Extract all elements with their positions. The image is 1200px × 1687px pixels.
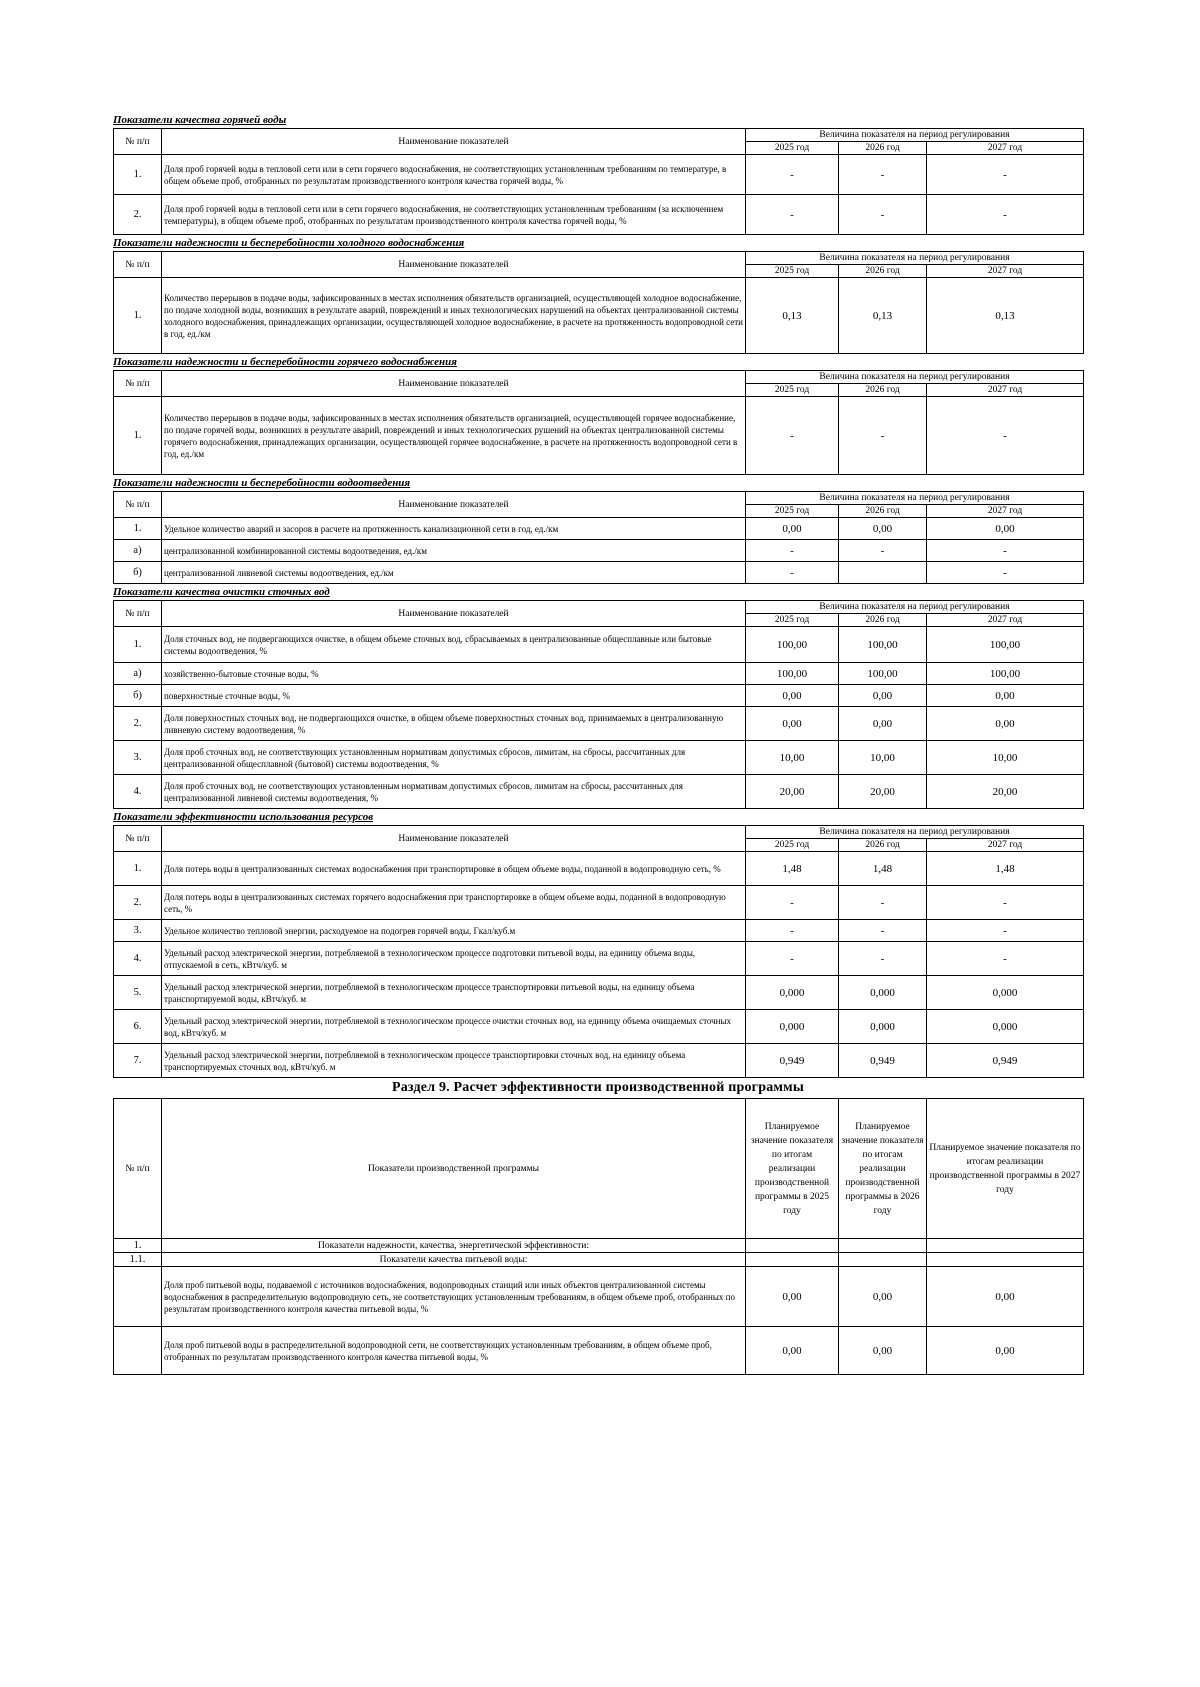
empty-cell (839, 1239, 927, 1253)
value-2025: 100,00 (746, 663, 839, 685)
value-2025: - (746, 540, 839, 562)
value-2026 (839, 562, 927, 584)
value-2026: 0,949 (839, 1044, 927, 1078)
value-2027: 0,000 (927, 976, 1084, 1010)
value-2025: 0,00 (746, 707, 839, 741)
value-2025: 0,000 (746, 976, 839, 1010)
num-header: № п/п (114, 252, 162, 278)
value-2026: - (839, 397, 927, 475)
name-header: Наименование показателей (162, 492, 746, 518)
year-header: 2027 год (927, 614, 1084, 627)
indicator-name: Удельный расход электрической энергии, потребляемой в технологическом процессе подготовки питьевой воды, на единицу объема воды, отпускаемой в сеть, кВтч/куб. м (162, 942, 746, 976)
value-2025: 0,00 (746, 1327, 839, 1375)
indicator-name: Доля потерь воды в централизованных системах горячего водоснабжения при транспортировке в общем объеме воды, поданной в водопроводную сеть, % (162, 886, 746, 920)
value-2027: 0,00 (927, 685, 1084, 707)
value-2026: 0,13 (839, 278, 927, 354)
indicator-name: Доля проб горячей воды в тепловой сети или в сети горячего водоснабжения, не соответствующих установленным требованиям по температуре, в общем объеме проб, отобранных по результатам производственного контроля качества горячей воды, % (162, 155, 746, 195)
value-2027: 0,00 (927, 518, 1084, 540)
year-header: 2026 год (839, 839, 927, 852)
empty-cell (927, 1239, 1084, 1253)
value-2026: - (839, 155, 927, 195)
value-2027: 100,00 (927, 663, 1084, 685)
year-header: 2025 год (746, 839, 839, 852)
value-2027: 1,48 (927, 852, 1084, 886)
value-2025: - (746, 155, 839, 195)
indicator-name: Доля проб сточных вод, не соответствующих установленным нормативам допустимых сбросов, лимитам, на сбросы, рассчитанных для централизованной общесплавной (бытовой) системы водоотведения, % (162, 741, 746, 775)
value-2026: 0,00 (839, 518, 927, 540)
indicator-name: Доля проб сточных вод, не соответствующих установленным нормативам допустимых сбросов, лимитам на сбросы, рассчитанных для централизованной ливневой системы водоотведения, % (162, 775, 746, 809)
value-2026: 0,00 (839, 1267, 927, 1327)
name-header: Наименование показателей (162, 826, 746, 852)
value-2026: 100,00 (839, 627, 927, 663)
year-header: 2027 год (927, 142, 1084, 155)
num-header: № п/п (114, 1099, 162, 1239)
indicator-name: Количество перерывов в подаче воды, зафиксированных в местах исполнения обязательств организацией, осуществляющей холодное водоснабжение, по подаче холодной воды, возникших в результате аварий, повреждений и иных технологических нарушений на объектах централизованной системы холодного водоснабжения, принадлежащих организации, осуществляющей холодное водоснабжение, в расчете на протяженность водопроводной сети в год, ед./км (162, 278, 746, 354)
value-2026: - (839, 886, 927, 920)
value-2025: - (746, 920, 839, 942)
num-header: № п/п (114, 371, 162, 397)
row-number: 1.1. (114, 1253, 162, 1267)
year-header: 2026 год (839, 265, 927, 278)
year-header: 2026 год (839, 614, 927, 627)
value-2026: 0,000 (839, 1010, 927, 1044)
value-2027: - (927, 562, 1084, 584)
indicator-name: централизованной ливневой системы водоотведения, ед./км (162, 562, 746, 584)
year-header: 2025 год (746, 265, 839, 278)
value-2027: - (927, 886, 1084, 920)
row-number: 1. (114, 627, 162, 663)
indicator-name: Удельное количество аварий и засоров в расчете на протяженность канализационной сети в год, ед./км (162, 518, 746, 540)
section-9-title: Раздел 9. Расчет эффективности производственной программы (391, 1080, 805, 1095)
indicator-name: Удельный расход электрической энергии, потребляемой в технологическом процессе транспортировки питьевой воды, на единицу объема транспортируемой воды, кВтч/куб. м (162, 976, 746, 1010)
num-header: № п/п (114, 601, 162, 627)
value-2027: 0,00 (927, 707, 1084, 741)
value-2027: 100,00 (927, 627, 1084, 663)
row-number: 1. (114, 155, 162, 195)
value-2026: - (839, 942, 927, 976)
indicator-name: Доля проб питьевой воды, подаваемой с источников водоснабжения, водопроводных станций или иных объектов централизованной системы водоснабжения в распределительную водопроводную сеть, не соответствующих установленным требованиям, в общем объеме проб, отобранных по результатам производственного контроля качества питьевой воды, % (162, 1267, 746, 1327)
value-2026: 0,00 (839, 1327, 927, 1375)
value-2025: - (746, 886, 839, 920)
group-heading: Показатели надежности, качества, энергетической эффективности: (162, 1239, 746, 1253)
value-2025: 0,949 (746, 1044, 839, 1078)
row-number: 7. (114, 1044, 162, 1078)
row-number: 1. (114, 1239, 162, 1253)
empty-cell (746, 1239, 839, 1253)
table-section-9 (113, 1098, 1084, 1375)
value-2027: 20,00 (927, 775, 1084, 809)
value-2026: 0,00 (839, 685, 927, 707)
table-resource-efficiency (113, 825, 1084, 1078)
value-header: Величина показателя на период регулирования (746, 129, 1084, 142)
row-number: 1. (114, 397, 162, 475)
row-number: 3. (114, 920, 162, 942)
value-2026: - (839, 540, 927, 562)
value-2027: - (927, 942, 1084, 976)
year-header: 2026 год (839, 142, 927, 155)
value-2025: - (746, 397, 839, 475)
value-header: Величина показателя на период регулирования (746, 252, 1084, 265)
indicator-name: Доля проб горячей воды в тепловой сети или в сети горячего водоснабжения, не соответствующих установленным требованиям (за исключением температуры), в общем объеме проб, отобранных по результатам производственного контроля качества горячей воды, % (162, 195, 746, 235)
indicator-name: Доля поверхностных сточных вод, не подвергающихся очистке, в общем объеме поверхностных сточных вод, принимаемых в централизованную ливневую систему водоотведения, % (162, 707, 746, 741)
year-header: 2025 год (746, 614, 839, 627)
value-2027: 0,00 (927, 1267, 1084, 1327)
name-header: Наименование показателей (162, 601, 746, 627)
value-2026: 100,00 (839, 663, 927, 685)
value-2025: 10,00 (746, 741, 839, 775)
row-number: б) (114, 685, 162, 707)
value-2026: - (839, 195, 927, 235)
value-2027: 0,13 (927, 278, 1084, 354)
row-number: 4. (114, 942, 162, 976)
value-2025: - (746, 195, 839, 235)
row-number: 2. (114, 707, 162, 741)
section-title-cold-water-reliability: Показатели надежности и бесперебойности холодного водоснабжения (113, 237, 465, 249)
value-2026: 20,00 (839, 775, 927, 809)
value-2027: - (927, 397, 1084, 475)
year-header: 2027 год (927, 839, 1084, 852)
section-title-wastewater-treatment: Показатели качества очистки сточных вод (113, 586, 330, 598)
row-number (114, 1327, 162, 1375)
value-header: Величина показателя на период регулирования (746, 826, 1084, 839)
value-2027: 0,000 (927, 1010, 1084, 1044)
indicator-name: Удельный расход электрической энергии, потребляемой в технологическом процессе транспортировки сточных вод, на единицу объема транспортируемых сточных вод, кВтч/куб. м (162, 1044, 746, 1078)
name-header: Наименование показателей (162, 371, 746, 397)
value-2027: - (927, 195, 1084, 235)
row-number: а) (114, 540, 162, 562)
row-number: 6. (114, 1010, 162, 1044)
row-number: 2. (114, 886, 162, 920)
plan-header-2025: Планируемое значение показателя по итогам реализации производственной программы в 2025 году (746, 1099, 839, 1239)
value-2027: 10,00 (927, 741, 1084, 775)
table-hot-water-quality (113, 128, 1084, 235)
document-page (113, 112, 1083, 1375)
table-wastewater-treatment (113, 600, 1084, 809)
value-2027: 0,949 (927, 1044, 1084, 1078)
name-header: Наименование показателей (162, 129, 746, 155)
year-header: 2026 год (839, 384, 927, 397)
year-header: 2026 год (839, 505, 927, 518)
row-number: 1. (114, 518, 162, 540)
row-number: 4. (114, 775, 162, 809)
value-header: Величина показателя на период регулирования (746, 601, 1084, 614)
value-2025: 20,00 (746, 775, 839, 809)
year-header: 2027 год (927, 265, 1084, 278)
value-2026: 0,000 (839, 976, 927, 1010)
value-2025: 100,00 (746, 627, 839, 663)
num-header: № п/п (114, 492, 162, 518)
num-header: № п/п (114, 826, 162, 852)
group-heading: Показатели качества питьевой воды: (162, 1253, 746, 1267)
year-header: 2025 год (746, 142, 839, 155)
value-2025: - (746, 942, 839, 976)
section-title-wastewater-reliability: Показатели надежности и бесперебойности водоотведения (113, 477, 411, 489)
table-hot-water-reliability (113, 370, 1084, 475)
name-header: Наименование показателей (162, 252, 746, 278)
value-2026: 0,00 (839, 707, 927, 741)
row-number: а) (114, 663, 162, 685)
empty-cell (927, 1253, 1084, 1267)
empty-cell (746, 1253, 839, 1267)
value-2025: 0,00 (746, 518, 839, 540)
empty-cell (839, 1253, 927, 1267)
value-2025: 0,13 (746, 278, 839, 354)
value-2027: - (927, 155, 1084, 195)
indicator-name: Доля потерь воды в централизованных системах водоснабжения при транспортировке в общем объеме воды, поданной в водопроводную сеть, % (162, 852, 746, 886)
plan-header-2026: Планируемое значение показателя по итогам реализации производственной программы в 2026 году (839, 1099, 927, 1239)
indicator-name: Доля сточных вод, не подвергающихся очистке, в общем объеме сточных вод, сбрасываемых в централизованные общесплавные или бытовые системы водоотведения, % (162, 627, 746, 663)
table-wastewater-reliability (113, 491, 1084, 584)
year-header: 2025 год (746, 384, 839, 397)
section-title-resource-efficiency: Показатели эффективности использования ресурсов (113, 811, 374, 823)
indicator-name: централизованной комбинированной системы водоотведения, ед./км (162, 540, 746, 562)
indicator-name: Количество перерывов в подаче воды, зафиксированных в местах исполнения обязательств организацией, осуществляющей горячее водоснабжение, по подаче горячей воды, возникших в результате аварий, повреждений и иных технологических рушений на объектах централизованной системы горячего водоснабжения, принадлежащих организации, осуществляющей горячее водоснабжение, в расчете на протяженность водопроводной сети в год, ед./км (162, 397, 746, 475)
indicator-name: хозяйственно-бытовые сточные воды, % (162, 663, 746, 685)
section-title-hot-water-reliability: Показатели надежности и бесперебойности горячего водоснабжения (113, 356, 457, 368)
row-number: 3. (114, 741, 162, 775)
value-2027: - (927, 920, 1084, 942)
num-header: № п/п (114, 129, 162, 155)
value-2025: - (746, 562, 839, 584)
value-header: Величина показателя на период регулирования (746, 371, 1084, 384)
indicator-name: Удельный расход электрической энергии, потребляемой в технологическом процессе очистки сточных вод, на единицу объема очищаемых сточных вод, кВтч/куб. м (162, 1010, 746, 1044)
year-header: 2027 год (927, 384, 1084, 397)
plan-header-2027: Планируемое значение показателя по итогам реализации производственной программы в 2027 году (927, 1099, 1084, 1239)
value-2026: - (839, 920, 927, 942)
value-2026: 1,48 (839, 852, 927, 886)
row-number: 2. (114, 195, 162, 235)
value-2025: 0,000 (746, 1010, 839, 1044)
indicator-name: Доля проб питьевой воды в распределительной водопроводной сети, не соответствующих установленным требованиям, в общем объеме проб, отобранных по результатам производственного контроля качества питьевой воды, % (162, 1327, 746, 1375)
row-number (114, 1267, 162, 1327)
value-2026: 10,00 (839, 741, 927, 775)
row-number: 1. (114, 852, 162, 886)
year-header: 2027 год (927, 505, 1084, 518)
row-number: б) (114, 562, 162, 584)
value-2025: 0,00 (746, 1267, 839, 1327)
indicator-name: Удельное количество тепловой энергии, расходуемое на подогрев горячей воды, Гкал/куб.м (162, 920, 746, 942)
section-title-hot-water-quality: Показатели качества горячей воды (113, 114, 287, 126)
row-number: 5. (114, 976, 162, 1010)
value-2027: 0,00 (927, 1327, 1084, 1375)
value-2025: 0,00 (746, 685, 839, 707)
value-2027: - (927, 540, 1084, 562)
row-number: 1. (114, 278, 162, 354)
name-header: Показатели производственной программы (162, 1099, 746, 1239)
year-header: 2025 год (746, 505, 839, 518)
value-2025: 1,48 (746, 852, 839, 886)
value-header: Величина показателя на период регулирования (746, 492, 1084, 505)
indicator-name: поверхностные сточные воды, % (162, 685, 746, 707)
table-cold-water-reliability (113, 251, 1084, 354)
